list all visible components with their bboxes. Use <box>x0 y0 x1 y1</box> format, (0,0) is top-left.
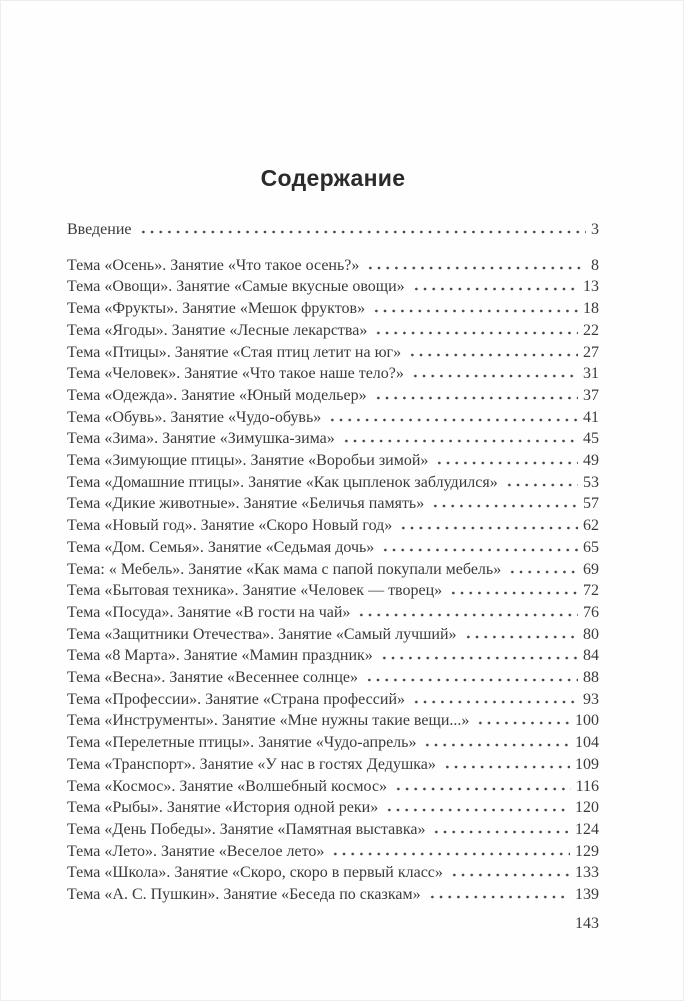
dot-leader <box>423 743 570 747</box>
toc-row <box>67 819 599 841</box>
toc-page-number: 124 <box>575 820 599 838</box>
dot-leader <box>508 570 578 574</box>
toc-row <box>67 472 599 494</box>
toc-entry-label: Тема «Защитники Отечества». Занятие «Самый лучший» <box>67 625 457 643</box>
dot-leader <box>139 230 587 234</box>
toc-entry-label: Тема «Осень». Занятие «Что такое осень?» <box>67 256 360 274</box>
dot-leader <box>435 461 578 465</box>
dot-leader <box>394 787 571 791</box>
toc-page-number: 76 <box>583 603 599 621</box>
dot-leader <box>412 700 578 704</box>
toc-row <box>67 797 599 819</box>
toc-row <box>67 428 599 450</box>
toc-row <box>67 298 599 320</box>
toc-entry-label: Тема «Овощи». Занятие «Самые вкусные овощи» <box>67 278 405 296</box>
dot-leader <box>450 873 570 877</box>
toc-page-number: 8 <box>591 256 599 274</box>
toc-entry-label: Тема «Птицы». Занятие «Стая птиц летит на юг» <box>67 343 402 361</box>
dot-leader <box>399 526 578 530</box>
dot-leader <box>432 830 570 834</box>
toc-entry-label: Тема «А. С. Пушкин». Занятие «Беседа по сказкам» <box>67 886 421 904</box>
toc-row <box>67 342 599 364</box>
dot-leader <box>365 678 578 682</box>
dot-leader <box>464 635 578 639</box>
toc-page-number: 84 <box>583 647 599 665</box>
dot-leader <box>374 396 578 400</box>
toc-row <box>67 493 599 515</box>
toc-list <box>67 255 599 906</box>
toc-page-number: 65 <box>583 538 599 556</box>
toc-entry-label: Тема «Весна». Занятие «Весеннее солнце» <box>67 669 359 687</box>
toc-page-number: 49 <box>583 452 599 470</box>
toc-entry-label: Тема «Инструменты». Занятие «Мне нужны такие вещи...» <box>67 712 470 730</box>
toc-entry-label: Введение <box>67 221 132 238</box>
dot-leader <box>380 656 578 660</box>
toc-page-number: 120 <box>575 799 599 817</box>
dot-leader <box>374 331 578 335</box>
toc-entry-label: Тема «Транспорт». Занятие «У нас в гостях Дедушка» <box>67 755 436 773</box>
dot-leader <box>505 483 578 487</box>
toc-entry-label: Тема «Новый год». Занятие «Скоро Новый год» <box>67 517 393 535</box>
toc-entry-label: Тема «Бытовая техника». Занятие «Человек — творец» <box>67 582 443 600</box>
toc-page-number: 139 <box>575 886 599 904</box>
toc-page-number: 133 <box>575 864 599 882</box>
toc-entry-label: Тема «Лето». Занятие «Веселое лето» <box>67 842 325 860</box>
dot-leader <box>331 852 570 856</box>
toc-row <box>67 862 599 884</box>
toc-page-number: 109 <box>575 755 599 773</box>
toc-entry-label: Тема «Зимующие птицы». Занятие «Воробьи зимой» <box>67 452 429 470</box>
toc-row <box>67 776 599 798</box>
toc-entry-label: Тема «Человек». Занятие «Что такое наше тело?» <box>67 365 404 383</box>
dot-leader <box>412 287 578 291</box>
toc-page-number: 45 <box>583 430 599 448</box>
toc-entry-label: Тема «Посуда». Занятие «В гости на чай» <box>67 603 351 621</box>
toc-row <box>67 450 599 472</box>
toc-row <box>67 645 599 667</box>
toc-row <box>67 276 599 298</box>
dot-leader <box>443 765 570 769</box>
toc-row <box>67 385 599 407</box>
toc-row <box>67 667 599 689</box>
toc-page-number: 62 <box>583 517 599 535</box>
dot-leader <box>428 895 570 899</box>
dot-leader <box>431 504 578 508</box>
toc-row <box>67 884 599 906</box>
toc-page-number: 27 <box>583 343 599 361</box>
toc-entry-label: Тема «Профессии». Занятие «Страна профессий» <box>67 690 405 708</box>
toc-page-number: 57 <box>583 495 599 513</box>
toc-page-number: 129 <box>575 842 599 860</box>
toc-entry-label: Тема «Дикие животные». Занятие «Беличья память» <box>67 495 425 513</box>
toc-row <box>67 559 599 581</box>
toc-page-number: 88 <box>583 669 599 687</box>
dot-leader <box>342 439 578 443</box>
toc-entry-label: Тема «Перелетные птицы». Занятие «Чудо-апрель» <box>67 734 417 752</box>
dot-leader <box>411 374 578 378</box>
toc-page-number: 41 <box>583 408 599 426</box>
dot-leader <box>476 721 570 725</box>
toc-page-number: 18 <box>583 300 599 318</box>
toc-row <box>67 602 599 624</box>
toc-row <box>67 580 599 602</box>
toc-entry-label: Тема: « Мебель». Занятие «Как мама с папой покупали мебель» <box>67 560 502 578</box>
toc-page-number: 22 <box>583 321 599 339</box>
toc-intro-row <box>67 219 599 241</box>
page-content <box>1 164 683 934</box>
toc-page-number: 100 <box>575 712 599 730</box>
footer-page-number: 143 <box>575 914 599 932</box>
dot-leader <box>449 591 578 595</box>
toc-page-number: 13 <box>583 278 599 296</box>
page-title: Содержание <box>260 165 406 191</box>
toc-row <box>67 255 599 277</box>
toc-entry-label: Тема «Обувь». Занятие «Чудо-обувь» <box>67 408 322 426</box>
dot-leader <box>357 613 578 617</box>
toc-page-number: 116 <box>575 777 599 795</box>
toc-page-number: 72 <box>583 582 599 600</box>
toc-entry-label: Тема «Домашние птицы». Занятие «Как цыпленок заблудился» <box>67 473 498 491</box>
toc-page-number: 80 <box>583 625 599 643</box>
dot-leader <box>408 353 578 357</box>
toc-page-number: 69 <box>583 560 599 578</box>
toc-entry-label: Тема «Ягоды». Занятие «Лесные лекарства» <box>67 321 368 339</box>
toc-row <box>67 537 599 559</box>
toc-row <box>67 624 599 646</box>
toc-row <box>67 515 599 537</box>
toc-entry-label: Тема «Рыбы». Занятие «История одной реки» <box>67 799 379 817</box>
toc-page-number: 104 <box>575 734 599 752</box>
dot-leader <box>328 418 578 422</box>
toc-entry-label: Тема «Фрукты». Занятие «Мешок фруктов» <box>67 300 366 318</box>
toc-entry-label: Тема «День Победы». Занятие «Памятная выставка» <box>67 820 426 838</box>
toc-row <box>67 689 599 711</box>
dot-leader <box>372 309 578 313</box>
toc-row <box>67 363 599 385</box>
dot-leader <box>385 808 570 812</box>
toc-page-number: 53 <box>583 473 599 491</box>
toc-row <box>67 320 599 342</box>
toc-entry-label: Тема «Школа». Занятие «Скоро, скоро в первый класс» <box>67 864 443 882</box>
toc-entry-label: Тема «Дом. Семья». Занятие «Седьмая дочь» <box>67 538 375 556</box>
toc-page-number: 93 <box>583 690 599 708</box>
dot-leader <box>381 548 578 552</box>
toc-page-number: 31 <box>583 365 599 383</box>
toc-page-number: 3 <box>591 221 599 238</box>
toc-row <box>67 407 599 429</box>
toc-row <box>67 710 599 732</box>
toc-entry-label: Тема «Зима». Занятие «Зимушка-зима» <box>67 430 335 448</box>
dot-leader <box>366 266 586 270</box>
toc-page-number: 37 <box>583 386 599 404</box>
toc-row <box>67 754 599 776</box>
toc-row <box>67 841 599 863</box>
toc-entry-label: Тема «8 Марта». Занятие «Мамин праздник» <box>67 647 373 665</box>
toc-entry-label: Тема «Одежда». Занятие «Юный модельер» <box>67 386 367 404</box>
toc-row <box>67 732 599 754</box>
toc-entry-label: Тема «Космос». Занятие «Волшебный космос» <box>67 777 388 795</box>
